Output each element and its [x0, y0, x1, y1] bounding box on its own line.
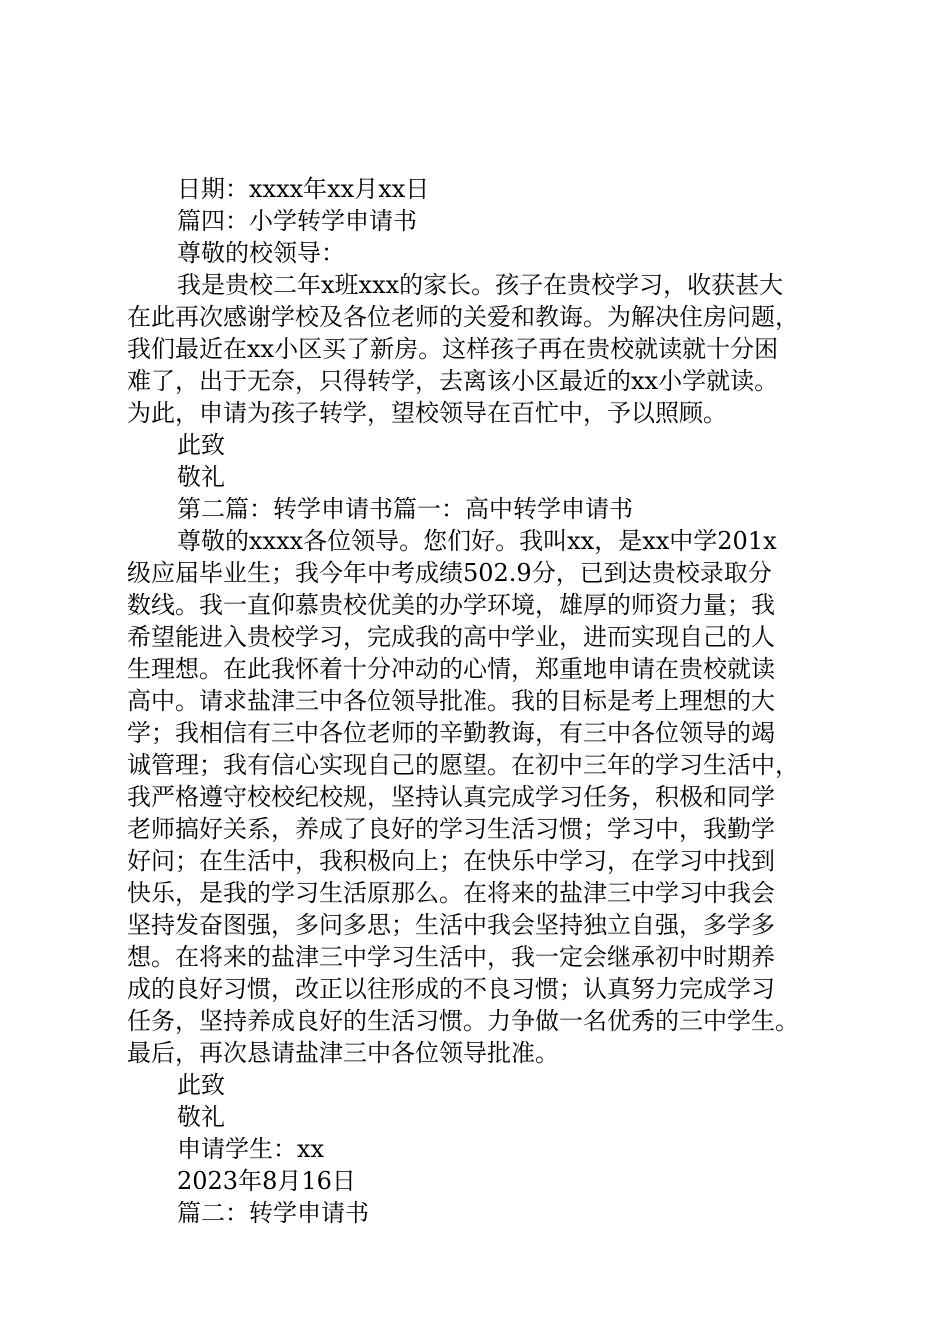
paragraph-line: 坚持发奋图强，多问多思；生活中我会坚持独立自强，多学多 — [127, 911, 775, 939]
paragraph-line: 我严格遵守校校纪校规，坚持认真完成学习任务，积极和同学 — [127, 783, 775, 811]
paragraph-line: 老师搞好关系，养成了良好的学习生活习惯；学习中，我勤学 — [127, 815, 775, 843]
paragraph-line: 希望能进入贵校学习，完成我的高中学业，进而实现自己的人 — [127, 623, 775, 651]
section-heading: 篇二：转学申请书 — [177, 1199, 369, 1227]
paragraph-line: 我们最近在xx小区买了新房。这样孩子再在贵校就读就十分困 — [127, 335, 779, 363]
closing-line: 此致 — [177, 1071, 225, 1099]
signature-date: 2023年8月16日 — [177, 1167, 356, 1195]
salutation: 尊敬的校领导： — [177, 239, 345, 267]
paragraph-line: 难了，出于无奈，只得转学，去离该小区最近的xx小学就读。 — [127, 367, 779, 395]
paragraph-line: 级应届毕业生；我今年中考成绩502.9分，已到达贵校录取分 — [127, 559, 772, 587]
closing-line: 敬礼 — [177, 1103, 225, 1131]
paragraph-line: 最后，再次恳请盐津三中各位领导批准。 — [127, 1039, 559, 1067]
paragraph-line: 我是贵校二年x班xxx的家长。孩子在贵校学习，收获甚大 — [177, 271, 784, 299]
closing-line: 敬礼 — [177, 463, 225, 491]
paragraph-1 — [127, 269, 852, 429]
paragraph-line: 想。在将来的盐津三中学习生活中，我一定会继承初中时期养 — [127, 943, 775, 971]
paragraph-line: 成的良好习惯，改正以往形成的不良习惯；认真努力完成学习 — [127, 975, 775, 1003]
section-heading: 篇四：小学转学申请书 — [177, 207, 417, 235]
document-page — [127, 173, 852, 1229]
section-heading: 第二篇：转学申请书篇一：高中转学申请书 — [177, 495, 633, 523]
paragraph-line: 高中。请求盐津三中各位领导批准。我的目标是考上理想的大 — [127, 687, 775, 715]
paragraph-line: 尊敬的xxxx各位领导。您们好。我叫xx，是xx中学201x — [177, 527, 777, 555]
paragraph-line: 生理想。在此我怀着十分冲动的心情，郑重地申请在贵校就读 — [127, 655, 775, 683]
paragraph-line: 诚管理；我有信心实现自己的愿望。在初中三年的学习生活中， — [127, 751, 799, 779]
paragraph-2 — [127, 525, 852, 1069]
paragraph-line: 在此再次感谢学校及各位老师的关爱和教诲。为解决住房问题， — [127, 303, 799, 331]
paragraph-line: 好问；在生活中，我积极向上；在快乐中学习，在学习中找到 — [127, 847, 775, 875]
paragraph-line: 为此，申请为孩子转学，望校领导在百忙中，予以照顾。 — [127, 399, 727, 427]
paragraph-line: 任务，坚持养成良好的生活习惯。力争做一名优秀的三中学生。 — [127, 1007, 799, 1035]
closing-line: 此致 — [177, 431, 225, 459]
date-line: 日期：xxxx年xx月xx日 — [177, 175, 430, 203]
paragraph-line: 数线。我一直仰慕贵校优美的办学环境，雄厚的师资力量；我 — [127, 591, 775, 619]
signature: 申请学生：xx — [177, 1135, 325, 1163]
paragraph-line: 快乐，是我的学习生活原那么。在将来的盐津三中学习中我会 — [127, 879, 775, 907]
paragraph-line: 学；我相信有三中各位老师的辛勤教诲，有三中各位领导的竭 — [127, 719, 775, 747]
